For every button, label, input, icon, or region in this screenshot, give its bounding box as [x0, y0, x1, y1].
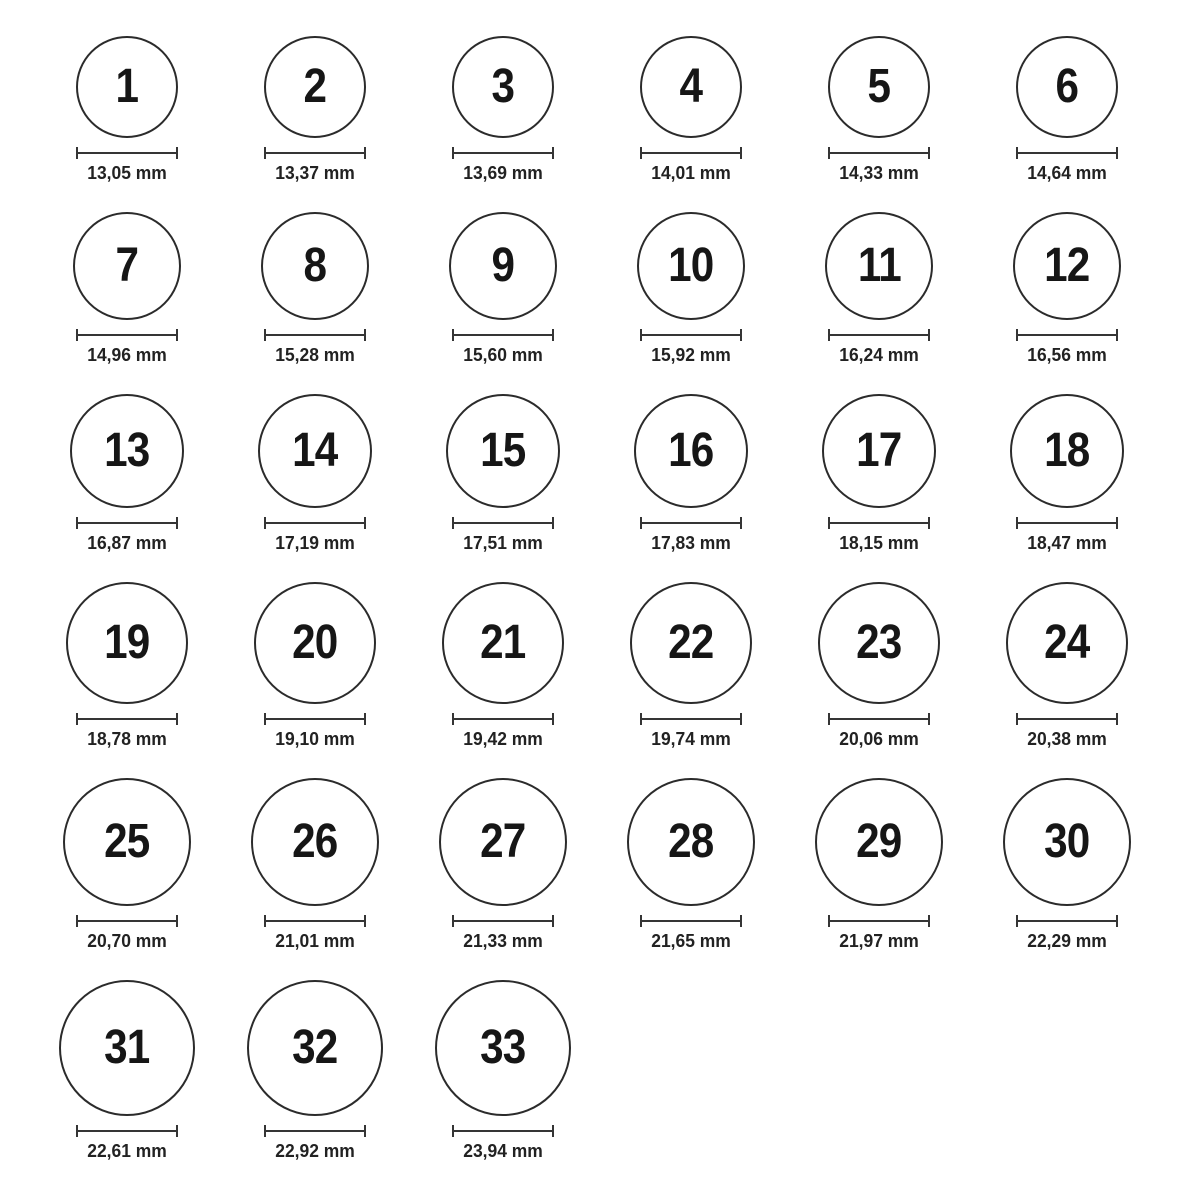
ring-circle	[1013, 212, 1121, 320]
ring-size-number: 33	[480, 1021, 526, 1074]
ring-size-cell	[409, 394, 597, 554]
diameter-measure-line	[828, 517, 930, 529]
diameter-measure-line	[264, 517, 366, 529]
measure-tick-right-icon	[928, 147, 930, 159]
measure-bar	[452, 718, 554, 720]
measure-tick-right-icon	[364, 915, 366, 927]
ring-size-number: 29	[856, 815, 902, 868]
measure-tick-right-icon	[928, 915, 930, 927]
ring-size-cell	[221, 980, 409, 1162]
diameter-measure-line	[76, 329, 178, 341]
ring-size-cell	[221, 36, 409, 184]
diameter-label: 16,24 mm	[839, 345, 919, 365]
ring-size-cell	[409, 980, 597, 1162]
measure-tick-right-icon	[176, 517, 178, 529]
measure-bar	[264, 334, 366, 336]
ring-size-number: 11	[857, 239, 901, 292]
ring-size-number: 27	[480, 815, 526, 868]
measure-bar	[640, 522, 742, 524]
diameter-measure-line	[828, 915, 930, 927]
diameter-measure-line	[452, 329, 554, 341]
measure-tick-right-icon	[176, 329, 178, 341]
diameter-label: 13,37 mm	[275, 163, 355, 183]
ring-circle	[254, 582, 376, 704]
measure-tick-right-icon	[740, 915, 742, 927]
measure-bar	[76, 152, 178, 154]
measure-bar	[828, 920, 930, 922]
diameter-label: 19,10 mm	[275, 729, 355, 749]
diameter-measure-line	[1016, 713, 1118, 725]
diameter-label: 20,38 mm	[1027, 729, 1107, 749]
diameter-measure-line	[452, 147, 554, 159]
ring-size-cell	[785, 778, 973, 952]
ring-circle	[1006, 582, 1128, 704]
ring-circle	[452, 36, 554, 138]
ring-size-grid	[33, 36, 1200, 1162]
diameter-measure-line	[828, 147, 930, 159]
measure-tick-right-icon	[1116, 147, 1118, 159]
ring-circle	[439, 778, 567, 906]
measure-bar	[264, 152, 366, 154]
diameter-label: 18,15 mm	[839, 533, 919, 553]
ring-circle	[446, 394, 560, 508]
measure-bar	[1016, 334, 1118, 336]
diameter-label: 14,33 mm	[839, 163, 919, 183]
ring-size-number: 14	[292, 424, 338, 477]
measure-bar	[828, 718, 930, 720]
measure-bar	[264, 522, 366, 524]
diameter-measure-line	[76, 147, 178, 159]
diameter-label: 18,47 mm	[1027, 533, 1107, 553]
diameter-measure-line	[264, 147, 366, 159]
ring-size-number: 22	[668, 616, 714, 669]
measure-bar	[76, 1130, 178, 1132]
diameter-label: 17,51 mm	[463, 533, 543, 553]
measure-bar	[452, 1130, 554, 1132]
diameter-label: 19,74 mm	[651, 729, 731, 749]
diameter-label: 20,06 mm	[839, 729, 919, 749]
diameter-label: 16,56 mm	[1027, 345, 1107, 365]
ring-size-number: 12	[1044, 239, 1090, 292]
ring-size-number: 1	[115, 60, 139, 113]
ring-circle	[630, 582, 752, 704]
ring-size-cell	[33, 778, 221, 952]
ring-size-cell	[409, 582, 597, 750]
diameter-label: 15,28 mm	[275, 345, 355, 365]
measure-bar	[1016, 718, 1118, 720]
ring-size-cell	[785, 36, 973, 184]
diameter-measure-line	[828, 329, 930, 341]
measure-bar	[640, 920, 742, 922]
measure-tick-right-icon	[364, 1125, 366, 1137]
ring-size-cell	[597, 36, 785, 184]
measure-bar	[828, 334, 930, 336]
diameter-label: 21,01 mm	[275, 931, 355, 951]
ring-size-number: 19	[104, 616, 150, 669]
ring-size-number: 18	[1044, 424, 1090, 477]
measure-tick-right-icon	[552, 1125, 554, 1137]
ring-circle	[1003, 778, 1131, 906]
ring-size-cell	[597, 394, 785, 554]
ring-circle	[818, 582, 940, 704]
ring-size-cell	[597, 212, 785, 366]
diameter-measure-line	[640, 329, 742, 341]
measure-tick-right-icon	[364, 329, 366, 341]
diameter-measure-line	[264, 713, 366, 725]
measure-bar	[76, 334, 178, 336]
diameter-label: 22,29 mm	[1027, 931, 1107, 951]
ring-size-cell	[33, 394, 221, 554]
diameter-label: 13,05 mm	[87, 163, 167, 183]
diameter-measure-line	[640, 517, 742, 529]
measure-tick-right-icon	[740, 329, 742, 341]
measure-bar	[640, 718, 742, 720]
ring-size-row	[33, 582, 1200, 750]
ring-circle	[247, 980, 383, 1116]
measure-tick-right-icon	[1116, 713, 1118, 725]
ring-size-number: 26	[292, 815, 338, 868]
diameter-measure-line	[452, 1125, 554, 1137]
diameter-label: 15,60 mm	[463, 345, 543, 365]
ring-size-cell	[221, 394, 409, 554]
measure-bar	[76, 920, 178, 922]
diameter-label: 14,01 mm	[651, 163, 731, 183]
diameter-label: 14,64 mm	[1027, 163, 1107, 183]
measure-tick-right-icon	[928, 713, 930, 725]
diameter-measure-line	[640, 713, 742, 725]
measure-tick-right-icon	[364, 147, 366, 159]
ring-circle	[822, 394, 936, 508]
diameter-measure-line	[828, 713, 930, 725]
measure-tick-right-icon	[1116, 517, 1118, 529]
ring-size-cell	[33, 212, 221, 366]
measure-bar	[452, 920, 554, 922]
ring-circle	[66, 582, 188, 704]
ring-circle	[442, 582, 564, 704]
diameter-measure-line	[1016, 915, 1118, 927]
diameter-measure-line	[640, 915, 742, 927]
ring-circle	[258, 394, 372, 508]
diameter-label: 22,61 mm	[87, 1141, 167, 1161]
measure-tick-right-icon	[1116, 329, 1118, 341]
ring-size-number: 2	[303, 60, 327, 113]
ring-circle	[1016, 36, 1118, 138]
diameter-measure-line	[640, 147, 742, 159]
ring-circle	[73, 212, 181, 320]
measure-bar	[76, 718, 178, 720]
ring-size-number: 30	[1044, 815, 1090, 868]
ring-size-cell	[973, 394, 1161, 554]
measure-bar	[1016, 522, 1118, 524]
ring-size-cell	[785, 394, 973, 554]
measure-bar	[264, 1130, 366, 1132]
ring-size-number: 6	[1055, 60, 1079, 113]
diameter-label: 15,92 mm	[651, 345, 731, 365]
measure-tick-right-icon	[740, 517, 742, 529]
diameter-measure-line	[1016, 329, 1118, 341]
measure-bar	[452, 334, 554, 336]
diameter-measure-line	[76, 915, 178, 927]
ring-size-number: 10	[668, 239, 714, 292]
ring-size-number: 13	[104, 424, 150, 477]
measure-tick-right-icon	[740, 147, 742, 159]
diameter-label: 19,42 mm	[463, 729, 543, 749]
diameter-measure-line	[452, 517, 554, 529]
ring-circle	[815, 778, 943, 906]
diameter-measure-line	[76, 713, 178, 725]
ring-size-cell	[409, 778, 597, 952]
ring-size-number: 32	[292, 1021, 338, 1074]
ring-size-cell	[973, 212, 1161, 366]
measure-bar	[828, 522, 930, 524]
ring-size-cell	[409, 212, 597, 366]
ring-size-number: 23	[856, 616, 902, 669]
measure-bar	[452, 522, 554, 524]
ring-size-cell	[973, 36, 1161, 184]
diameter-label: 17,83 mm	[651, 533, 731, 553]
ring-circle	[634, 394, 748, 508]
diameter-measure-line	[264, 329, 366, 341]
diameter-label: 21,33 mm	[463, 931, 543, 951]
diameter-label: 16,87 mm	[87, 533, 167, 553]
ring-size-number: 16	[668, 424, 714, 477]
measure-tick-right-icon	[364, 713, 366, 725]
ring-size-row	[33, 36, 1200, 184]
measure-tick-right-icon	[552, 329, 554, 341]
ring-circle	[627, 778, 755, 906]
ring-size-cell	[221, 582, 409, 750]
ring-circle	[63, 778, 191, 906]
ring-size-number: 21	[480, 616, 526, 669]
ring-size-row	[33, 980, 1200, 1162]
ring-circle	[59, 980, 195, 1116]
ring-circle	[435, 980, 571, 1116]
ring-size-row	[33, 212, 1200, 366]
measure-bar	[264, 920, 366, 922]
ring-size-row	[33, 394, 1200, 554]
measure-tick-right-icon	[552, 147, 554, 159]
ring-size-cell	[33, 582, 221, 750]
ring-circle	[264, 36, 366, 138]
ring-size-cell	[785, 582, 973, 750]
ring-size-cell	[221, 778, 409, 952]
ring-size-number: 20	[292, 616, 338, 669]
diameter-measure-line	[264, 915, 366, 927]
ring-circle	[76, 36, 178, 138]
ring-size-number: 8	[303, 239, 327, 292]
ring-size-row	[33, 778, 1200, 952]
diameter-measure-line	[452, 713, 554, 725]
measure-tick-right-icon	[552, 915, 554, 927]
diameter-label: 22,92 mm	[275, 1141, 355, 1161]
diameter-measure-line	[452, 915, 554, 927]
diameter-label: 17,19 mm	[275, 533, 355, 553]
measure-tick-right-icon	[364, 517, 366, 529]
ring-size-number: 17	[856, 424, 902, 477]
ring-size-number: 3	[491, 60, 515, 113]
ring-size-number: 4	[679, 60, 703, 113]
ring-size-number: 5	[867, 60, 891, 113]
measure-tick-right-icon	[740, 713, 742, 725]
diameter-label: 13,69 mm	[463, 163, 543, 183]
diameter-label: 14,96 mm	[87, 345, 167, 365]
ring-size-cell	[409, 36, 597, 184]
measure-tick-right-icon	[176, 147, 178, 159]
diameter-measure-line	[76, 1125, 178, 1137]
measure-tick-right-icon	[928, 517, 930, 529]
measure-tick-right-icon	[552, 713, 554, 725]
ring-size-number: 25	[104, 815, 150, 868]
diameter-label: 18,78 mm	[87, 729, 167, 749]
ring-size-cell	[973, 778, 1161, 952]
measure-bar	[264, 718, 366, 720]
ring-size-number: 28	[668, 815, 714, 868]
ring-circle	[251, 778, 379, 906]
ring-size-cell	[597, 582, 785, 750]
ring-size-cell	[973, 582, 1161, 750]
measure-bar	[640, 152, 742, 154]
ring-size-cell	[597, 778, 785, 952]
ring-size-number: 15	[480, 424, 526, 477]
measure-bar	[452, 152, 554, 154]
measure-tick-right-icon	[176, 915, 178, 927]
diameter-label: 23,94 mm	[463, 1141, 543, 1161]
ring-size-cell	[221, 212, 409, 366]
measure-bar	[640, 334, 742, 336]
ring-circle	[1010, 394, 1124, 508]
ring-circle	[637, 212, 745, 320]
diameter-label: 21,97 mm	[839, 931, 919, 951]
measure-tick-right-icon	[176, 713, 178, 725]
ring-circle	[828, 36, 930, 138]
ring-circle	[449, 212, 557, 320]
ring-circle	[640, 36, 742, 138]
measure-tick-right-icon	[176, 1125, 178, 1137]
measure-bar	[76, 522, 178, 524]
measure-bar	[828, 152, 930, 154]
ring-circle	[261, 212, 369, 320]
ring-size-cell	[33, 980, 221, 1162]
measure-bar	[1016, 152, 1118, 154]
ring-circle	[825, 212, 933, 320]
diameter-measure-line	[1016, 147, 1118, 159]
measure-bar	[1016, 920, 1118, 922]
measure-tick-right-icon	[1116, 915, 1118, 927]
ring-size-number: 24	[1044, 616, 1090, 669]
measure-tick-right-icon	[552, 517, 554, 529]
diameter-measure-line	[1016, 517, 1118, 529]
ring-size-number: 31	[104, 1021, 150, 1074]
ring-size-number: 9	[491, 239, 515, 292]
diameter-label: 21,65 mm	[651, 931, 731, 951]
ring-size-number: 7	[115, 239, 139, 292]
diameter-label: 20,70 mm	[87, 931, 167, 951]
ring-circle	[70, 394, 184, 508]
ring-size-cell	[33, 36, 221, 184]
diameter-measure-line	[76, 517, 178, 529]
ring-size-cell	[785, 212, 973, 366]
diameter-measure-line	[264, 1125, 366, 1137]
measure-tick-right-icon	[928, 329, 930, 341]
